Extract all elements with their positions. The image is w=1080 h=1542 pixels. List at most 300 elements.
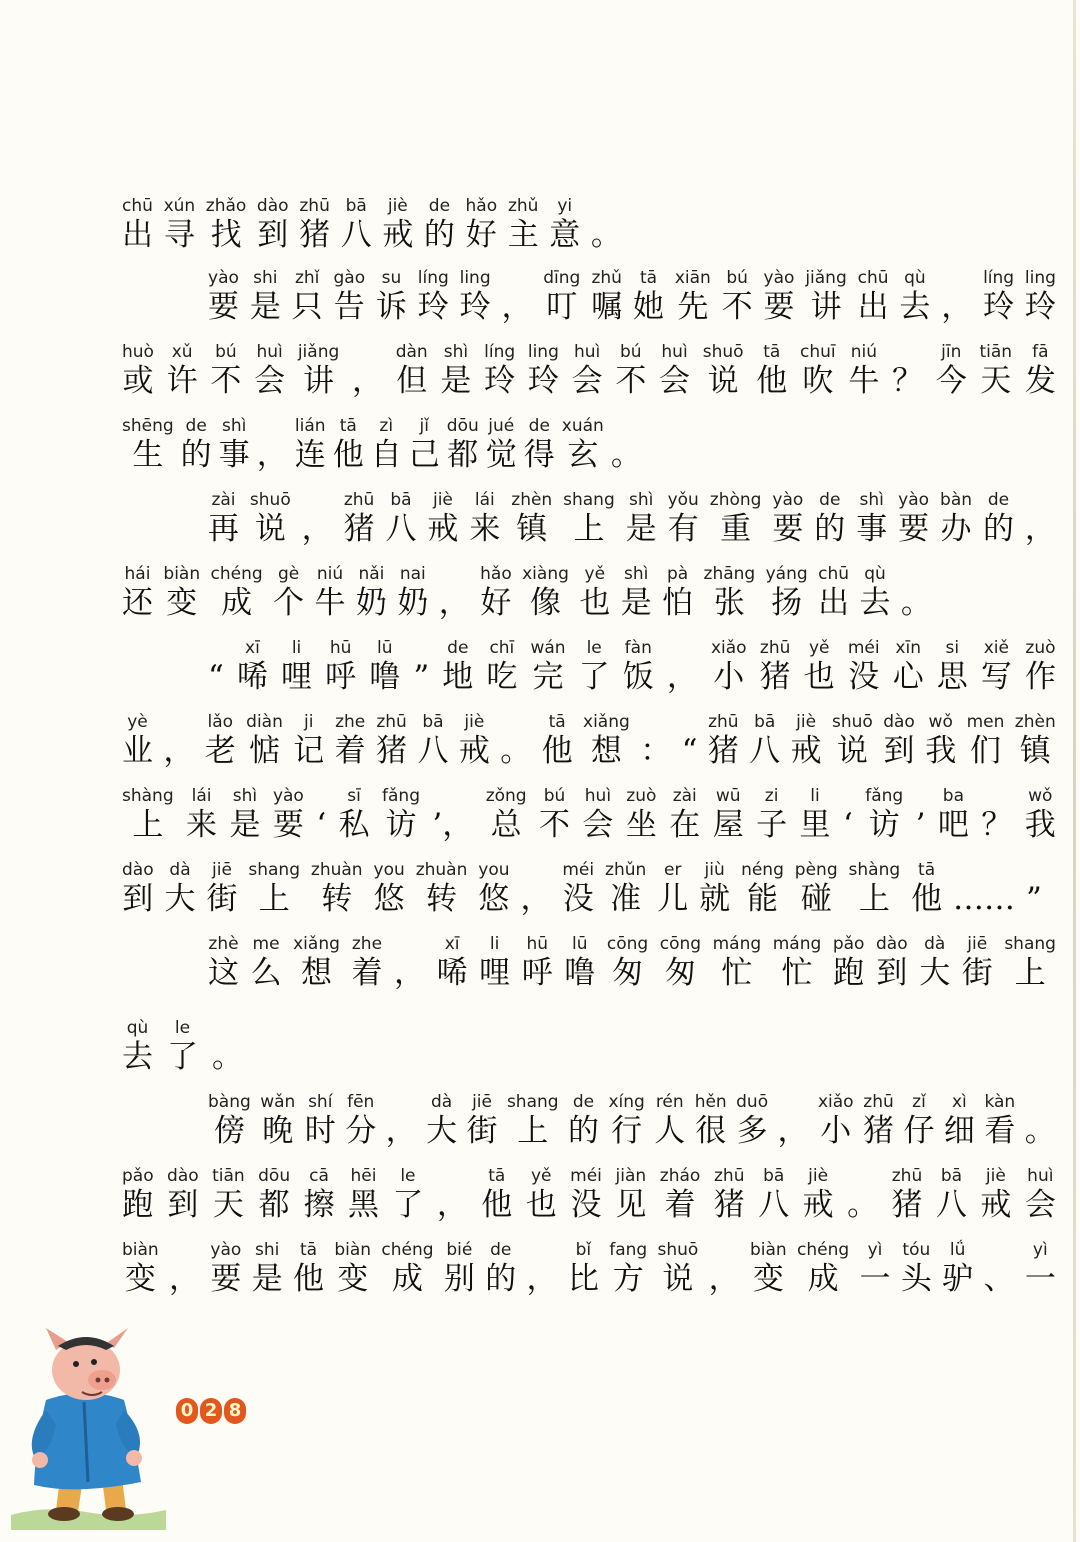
- pinyin: hū: [329, 638, 352, 658]
- hanzi: 告: [333, 289, 365, 325]
- ruby-cell: [219, 416, 250, 474]
- hanzi: 完: [532, 659, 564, 695]
- hanzi: 张: [713, 585, 745, 621]
- hanzi: 奶: [397, 585, 429, 621]
- hanzi: 猪: [707, 733, 739, 769]
- ruby-cell: [522, 934, 553, 992]
- ruby-cell: [984, 1092, 1015, 1150]
- ruby-cell: [382, 786, 420, 844]
- hanzi: 讲: [810, 289, 842, 325]
- ruby-cell: [953, 860, 1015, 918]
- hanzi: 跑: [833, 955, 865, 991]
- hanzi: 玲: [1024, 289, 1056, 325]
- pinyin: zhǔ: [507, 196, 539, 216]
- pinyin: bú: [215, 342, 237, 362]
- pinyin: jué: [488, 416, 515, 436]
- pinyin: dōu: [446, 416, 479, 436]
- hanzi: 来: [186, 807, 218, 843]
- ruby-cell: [621, 564, 652, 622]
- pinyin: ba: [942, 786, 965, 806]
- ruby-cell: [568, 1240, 599, 1298]
- ruby-cell: [800, 342, 836, 400]
- ruby-cell: [1004, 934, 1056, 992]
- pinyin: wán: [530, 638, 566, 658]
- pinyin: zhū: [708, 712, 739, 732]
- ruby-cell: [640, 712, 671, 770]
- pinyin: jiē: [472, 1092, 492, 1112]
- hanzi: 重: [720, 511, 752, 547]
- ruby-cell: [339, 786, 370, 844]
- ruby-cell: [299, 196, 330, 254]
- ruby-cell: [460, 268, 491, 326]
- hanzi: 了: [392, 1187, 424, 1223]
- ruby-cell: [507, 1092, 559, 1150]
- hanzi: 会: [582, 807, 614, 843]
- pinyin: yì: [1032, 1240, 1048, 1260]
- ruby-cell: [1025, 1166, 1056, 1224]
- ruby-cell: [210, 1240, 241, 1298]
- ruby-cell: [167, 1018, 198, 1076]
- ruby-cell: [936, 342, 967, 400]
- hanzi: 自: [370, 437, 402, 473]
- ruby-cell: [818, 564, 849, 622]
- ruby-cell: [437, 1166, 468, 1224]
- hanzi: 个: [273, 585, 305, 621]
- ruby-cell: [980, 342, 1013, 400]
- ruby-cell: [803, 1166, 834, 1224]
- pinyin: shēng: [122, 416, 174, 436]
- hanzi: 猪: [863, 1113, 895, 1149]
- ruby-cell: [893, 638, 924, 696]
- ruby-cell: [633, 268, 664, 326]
- hanzi: 意: [549, 217, 581, 253]
- pinyin: méi: [570, 1166, 602, 1186]
- hanzi: 的: [180, 437, 212, 473]
- pinyin: dào: [876, 934, 908, 954]
- pinyin: shàng: [848, 860, 901, 880]
- ruby-cell: [657, 860, 688, 918]
- ruby-cell: [469, 490, 500, 548]
- hanzi: 八: [935, 1187, 967, 1223]
- ruby-cell: [122, 1166, 154, 1224]
- text-line: [122, 416, 642, 474]
- pinyin: yào: [272, 786, 304, 806]
- hanzi: 的: [982, 511, 1014, 547]
- pinyin: zhuàn: [310, 860, 363, 880]
- hanzi: 忙: [721, 955, 753, 991]
- hanzi: ，: [385, 1113, 417, 1149]
- ruby-cell: [942, 1240, 973, 1298]
- ruby-cell: [847, 1166, 878, 1224]
- hanzi: 没: [570, 1187, 602, 1223]
- ruby-cell: [983, 1240, 1014, 1298]
- ruby-cell: [1025, 638, 1056, 696]
- pinyin: fēn: [347, 1092, 375, 1112]
- pinyin: zhū: [891, 1166, 923, 1186]
- ruby-cell: [484, 342, 515, 400]
- hanzi: 不: [210, 363, 242, 399]
- ruby-cell: [206, 860, 237, 918]
- pinyin: ji: [304, 712, 314, 732]
- pinyin: li: [489, 934, 500, 954]
- pinyin: huì: [661, 342, 688, 362]
- ruby-cell: [903, 1092, 934, 1150]
- pinyin: xiàng: [522, 564, 569, 584]
- pinyin: hái: [124, 564, 151, 584]
- pinyin: jiǎng: [805, 268, 847, 288]
- pinyin: hǎo: [465, 196, 498, 216]
- pinyin: pà: [667, 564, 689, 584]
- hanzi: 说: [254, 511, 286, 547]
- ruby-cell: [481, 1166, 512, 1224]
- pinyin: cōng: [606, 934, 649, 954]
- hanzi: 街: [466, 1113, 498, 1149]
- hanzi: 着: [664, 1187, 696, 1223]
- pinyin: shuō: [702, 342, 744, 362]
- ruby-cell: [1025, 268, 1056, 326]
- hanzi: 上: [1014, 955, 1046, 991]
- pinyin: wǒ: [928, 712, 953, 732]
- pinyin: cā: [309, 1166, 329, 1186]
- hanzi: 唏: [236, 659, 268, 695]
- hanzi: 么: [250, 955, 282, 991]
- hanzi: 戒: [458, 733, 490, 769]
- ruby-cell: [122, 564, 153, 622]
- pinyin: wǒ: [1028, 786, 1053, 806]
- hanzi: 行: [611, 1113, 643, 1149]
- ruby-cell: [459, 712, 490, 770]
- hanzi: 着: [351, 955, 383, 991]
- pinyin: xī: [444, 934, 460, 954]
- ruby-cell: [356, 564, 387, 622]
- pinyin: yi: [557, 196, 573, 216]
- hanzi: ？: [892, 363, 924, 399]
- hanzi: 吹: [802, 363, 834, 399]
- ruby-cell: [756, 786, 787, 844]
- ruby-cell: [486, 786, 527, 844]
- pinyin: zhǎo: [205, 196, 247, 216]
- hanzi: ，: [394, 955, 426, 991]
- ruby-cell: [394, 934, 425, 992]
- ruby-cell: [479, 934, 510, 992]
- hanzi: 仔: [903, 1113, 935, 1149]
- pinyin: bú: [620, 342, 642, 362]
- pinyin: de: [185, 416, 207, 436]
- hanzi: 他: [756, 363, 788, 399]
- pinyin: biàn: [749, 1240, 787, 1260]
- pinyin: xiān: [674, 268, 711, 288]
- pinyin: zhū: [759, 638, 791, 658]
- ruby-cell: [163, 712, 194, 770]
- hanzi: 跑: [122, 1187, 154, 1223]
- ruby-cell: [608, 1092, 644, 1150]
- pinyin: zhòng: [709, 490, 762, 510]
- hanzi: 老: [204, 733, 236, 769]
- pinyin: shi: [253, 268, 278, 288]
- ruby-cell: [704, 564, 756, 622]
- ruby-cell: [609, 1240, 647, 1298]
- pinyin: yǒu: [667, 490, 699, 510]
- pinyin: tā: [639, 268, 658, 288]
- hanzi: 见: [615, 1187, 647, 1223]
- ruby-cell: [165, 860, 196, 918]
- ruby-cell: [374, 860, 405, 918]
- pinyin: li: [291, 638, 302, 658]
- hanzi: 细: [943, 1113, 975, 1149]
- ruby-cell: [925, 712, 956, 770]
- ruby-cell: [208, 268, 239, 326]
- hanzi: 变: [166, 585, 198, 621]
- pinyin: hǎo: [480, 564, 512, 584]
- ruby-cell: [797, 1240, 849, 1298]
- ruby-cell: [292, 268, 323, 326]
- pinyin: lián: [294, 416, 326, 436]
- ruby-cell: [703, 342, 744, 400]
- hanzi: 玲: [983, 289, 1015, 325]
- ruby-cell: [439, 564, 470, 622]
- pinyin: dà: [924, 934, 946, 954]
- ruby-cell: [899, 268, 930, 326]
- ruby-cell: [486, 638, 517, 696]
- ruby-cell: [437, 934, 468, 992]
- ruby-cell: [210, 342, 241, 400]
- ruby-cell: [736, 1092, 768, 1150]
- hanzi: 猪: [343, 511, 375, 547]
- pinyin: yào: [763, 268, 795, 288]
- hanzi: 成: [391, 1261, 423, 1297]
- text-line: [122, 1166, 1056, 1224]
- ruby-cell: [722, 268, 753, 326]
- hanzi: 出: [857, 289, 889, 325]
- ruby-cell: [254, 342, 285, 400]
- hanzi: 戒: [980, 1187, 1012, 1223]
- ruby-cell: [520, 860, 551, 918]
- pinyin: zhū: [343, 490, 375, 510]
- pinyin: dàn: [395, 342, 428, 362]
- hanzi: 八: [758, 1187, 790, 1223]
- hanzi: ‘: [842, 807, 853, 843]
- pinyin: néng: [741, 860, 784, 880]
- ruby-cell: [467, 1092, 498, 1150]
- ruby-cell: [122, 1240, 159, 1298]
- pinyin: nai: [399, 564, 426, 584]
- hanzi: 心: [892, 659, 924, 695]
- hanzi: 要: [772, 511, 804, 547]
- pinyin: fàn: [624, 638, 652, 658]
- hanzi: 忙: [781, 955, 813, 991]
- ruby-cell: [626, 786, 657, 844]
- pinyin: shuō: [657, 1240, 699, 1260]
- hanzi: 要: [898, 511, 930, 547]
- ruby-cell: [563, 490, 615, 548]
- hanzi: ，: [351, 363, 383, 399]
- hanzi: 着: [334, 733, 366, 769]
- hanzi: ，: [169, 1261, 201, 1297]
- hanzi: 要: [272, 807, 304, 843]
- pinyin: huì: [1027, 1166, 1054, 1186]
- pinyin: zhǐ: [294, 268, 320, 288]
- pinyin: tā: [299, 1240, 318, 1260]
- pinyin: shì: [222, 416, 247, 436]
- hanzi: 吧: [937, 807, 969, 843]
- hanzi: 玄: [567, 437, 599, 473]
- pinyin: bā: [754, 712, 776, 732]
- pinyin: xún: [163, 196, 196, 216]
- hanzi: 哩: [281, 659, 313, 695]
- pinyin: er: [663, 860, 682, 880]
- hanzi: 但: [396, 363, 428, 399]
- ruby-cell: [122, 1018, 153, 1076]
- ruby-cell: [500, 712, 531, 770]
- hanzi: 己: [408, 437, 440, 473]
- ruby-cell: [682, 712, 698, 770]
- pinyin: bā: [763, 1166, 785, 1186]
- hanzi: 嘱: [591, 289, 623, 325]
- hanzi: 会: [254, 363, 286, 399]
- ruby-cell: [208, 1092, 251, 1150]
- ruby-cell: [444, 1240, 475, 1298]
- ruby-cell: [298, 342, 339, 400]
- hanzi: 天: [212, 1187, 244, 1223]
- pinyin: jiè: [796, 712, 817, 732]
- ruby-cell: [386, 1092, 417, 1150]
- ruby-cell: [351, 934, 382, 992]
- ruby-cell: [376, 712, 407, 770]
- ruby-cell: [611, 416, 642, 474]
- pinyin: shuō: [832, 712, 873, 732]
- ruby-cell: [316, 786, 326, 844]
- hanzi: 寻: [163, 217, 195, 253]
- ruby-cell: [526, 1166, 557, 1224]
- hanzi: 她: [633, 289, 665, 325]
- pinyin: huì: [573, 342, 601, 362]
- hanzi: 今: [935, 363, 967, 399]
- pinyin: jǐ: [419, 416, 429, 436]
- ruby-cell: [258, 1166, 290, 1224]
- hanzi: 牛: [314, 585, 346, 621]
- ruby-cell: [760, 638, 791, 696]
- hanzi: 到: [876, 955, 908, 991]
- ruby-cell: [583, 712, 630, 770]
- ruby-cell: [967, 712, 1005, 770]
- ruby-cell: [480, 564, 512, 622]
- ruby-cell: [758, 1166, 789, 1224]
- hanzi: ‘: [316, 807, 327, 843]
- pinyin: biàn: [163, 564, 201, 584]
- pinyin: le: [400, 1166, 416, 1186]
- ruby-cell: [248, 860, 300, 918]
- ruby-cell: [654, 1092, 685, 1150]
- hanzi: 成: [221, 585, 253, 621]
- pinyin: shí: [308, 1092, 333, 1112]
- ruby-cell: [1015, 712, 1056, 770]
- text-line: [122, 564, 932, 622]
- ruby-cell: [530, 638, 565, 696]
- pinyin: máng: [712, 934, 762, 954]
- hanzi: 没: [562, 881, 594, 917]
- pinyin: xīn: [895, 638, 921, 658]
- pinyin: zuò: [626, 786, 657, 806]
- ruby-cell: [741, 860, 784, 918]
- pinyin: lū: [572, 934, 588, 954]
- ruby-cell: [325, 638, 356, 696]
- pinyin: zhū: [376, 712, 407, 732]
- pinyin: fǎng: [382, 786, 420, 806]
- pinyin: chéng: [381, 1240, 434, 1260]
- pinyin: biàn: [334, 1240, 372, 1260]
- ruby-cell: [750, 1240, 787, 1298]
- ruby-cell: [940, 490, 972, 548]
- hanzi: 先: [677, 289, 709, 325]
- hanzi: 私: [338, 807, 370, 843]
- ruby-cell: [396, 342, 428, 400]
- ruby-cell: [833, 934, 865, 992]
- ruby-cell: [658, 1240, 699, 1298]
- hanzi: 没: [848, 659, 880, 695]
- pinyin: yào: [772, 490, 804, 510]
- hanzi: 事: [218, 437, 250, 473]
- ruby-cell: [122, 712, 153, 770]
- page-number: [176, 1398, 246, 1424]
- ruby-cell: [579, 638, 610, 696]
- hanzi: 去: [899, 289, 931, 325]
- page-number-digit: 2: [200, 1398, 222, 1424]
- pinyin: rén: [655, 1092, 684, 1112]
- ruby-cell: [352, 342, 383, 400]
- page-number-digit: 0: [176, 1398, 198, 1424]
- hanzi: 是: [620, 585, 652, 621]
- pinyin: tóu: [902, 1240, 931, 1260]
- ruby-cell: [756, 342, 787, 400]
- hanzi: 也: [525, 1187, 557, 1223]
- pinyin: tā: [548, 712, 566, 732]
- ruby-cell: [257, 196, 289, 254]
- pinyin: de: [819, 490, 841, 510]
- hanzi: ，: [436, 1187, 468, 1223]
- pinyin: dào: [167, 1166, 199, 1186]
- text-line: [122, 786, 1056, 844]
- ruby-cell: [582, 786, 613, 844]
- pinyin: you: [478, 860, 510, 880]
- ruby-cell: [305, 1092, 336, 1150]
- hanzi: 碰: [800, 881, 832, 917]
- hanzi: 戒: [382, 217, 414, 253]
- hanzi: 这: [208, 955, 239, 991]
- ruby-cell: [876, 934, 908, 992]
- hanzi: 诉: [375, 289, 407, 325]
- pinyin: hēi: [350, 1166, 377, 1186]
- text-line: [208, 934, 1056, 992]
- hanzi: 想: [301, 955, 333, 991]
- ruby-cell: [311, 860, 363, 918]
- ruby-cell: [980, 1166, 1011, 1224]
- hanzi: 子: [756, 807, 788, 843]
- pinyin: jīn: [941, 342, 962, 362]
- hanzi: “: [681, 733, 698, 769]
- hanzi: 很: [695, 1113, 727, 1149]
- pinyin: biàn: [122, 1240, 159, 1260]
- ruby-cell: [376, 268, 407, 326]
- ruby-cell: [295, 416, 326, 474]
- pinyin: tiān: [212, 1166, 245, 1186]
- pinyin: xuán: [561, 416, 604, 436]
- ruby-cell: [416, 860, 468, 918]
- pinyin: hěn: [694, 1092, 727, 1112]
- hanzi: 到: [167, 1187, 199, 1223]
- hanzi: 他: [541, 733, 573, 769]
- ruby-cell: [122, 416, 174, 474]
- hanzi: 成: [807, 1261, 839, 1297]
